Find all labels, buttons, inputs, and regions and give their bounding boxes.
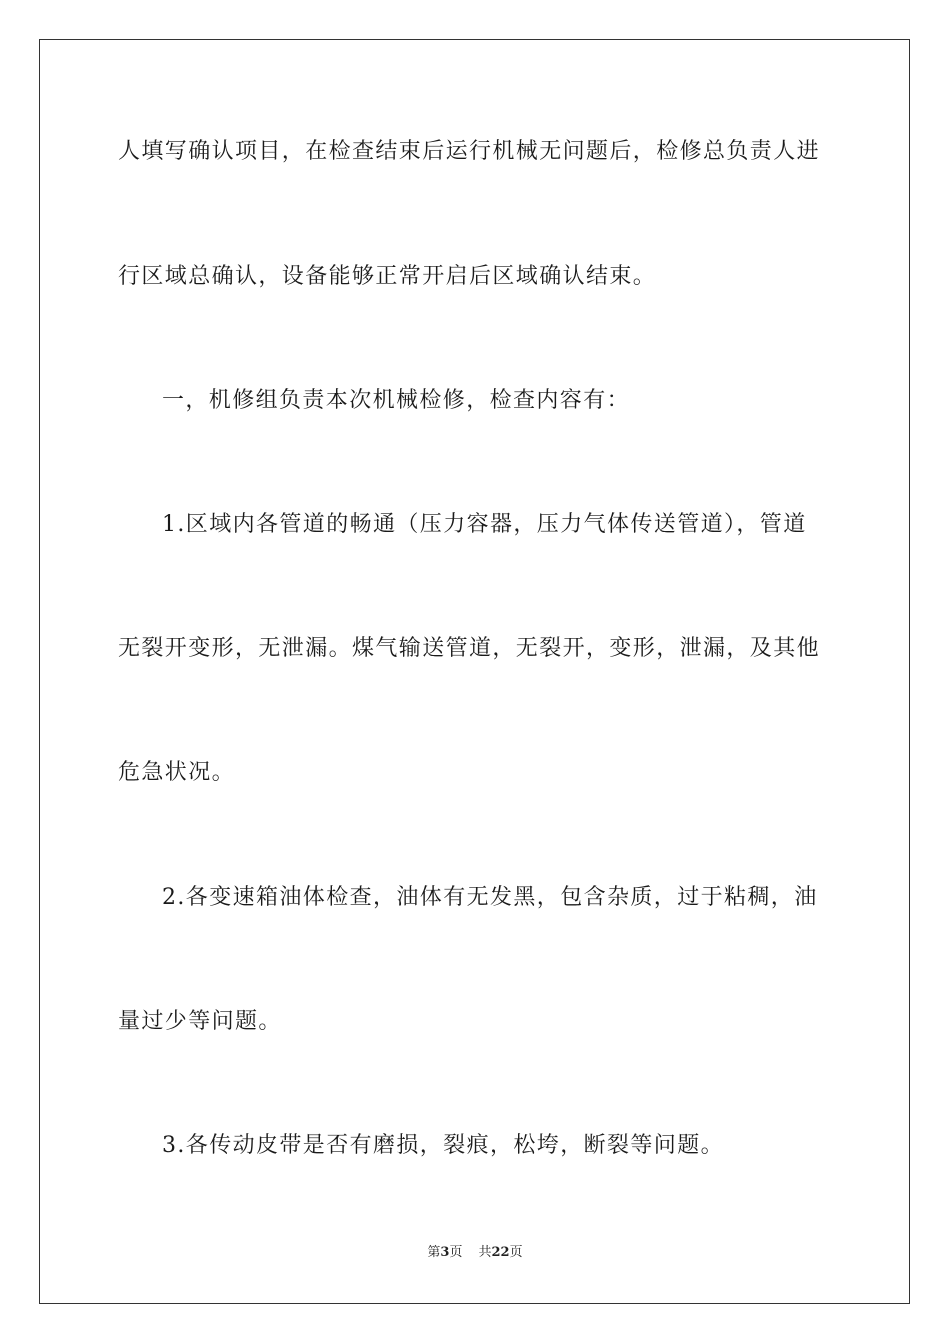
text-line: 量过少等问题。 <box>118 1009 282 1034</box>
total-prefix: 共 <box>478 1245 492 1260</box>
page-prefix: 第 <box>427 1245 441 1260</box>
text-line: 危急状况。 <box>118 760 236 785</box>
page-footer <box>0 1244 950 1262</box>
text-line: 无裂开变形，无泄漏。煤气输送管道，无裂开，变形，泄漏，及其他 <box>118 636 821 661</box>
list-item-2-line: 2.各变速箱油体检查，油体有无发黑，包含杂质，过于粘稠，油 <box>162 885 818 910</box>
section-heading: 一，机修组负责本次机械检修，检查内容有： <box>162 388 631 413</box>
text-line: 行区域总确认，设备能够正常开启后区域确认结束。 <box>118 264 657 289</box>
page-border <box>39 39 910 1304</box>
text-line: 人填写确认项目，在检查结束后运行机械无问题后，检修总负责人进 <box>118 139 821 164</box>
list-item-1-line: 1.区域内各管道的畅通（压力容器，压力气体传送管道），管道 <box>162 512 807 537</box>
page-suffix: 页 <box>449 1245 463 1260</box>
total-pages: 22 <box>491 1245 510 1260</box>
total-suffix: 页 <box>509 1245 523 1260</box>
list-item-3-line: 3.各传动皮带是否有磨损，裂痕，松垮，断裂等问题。 <box>162 1133 724 1158</box>
page-number: 3 <box>440 1245 450 1260</box>
